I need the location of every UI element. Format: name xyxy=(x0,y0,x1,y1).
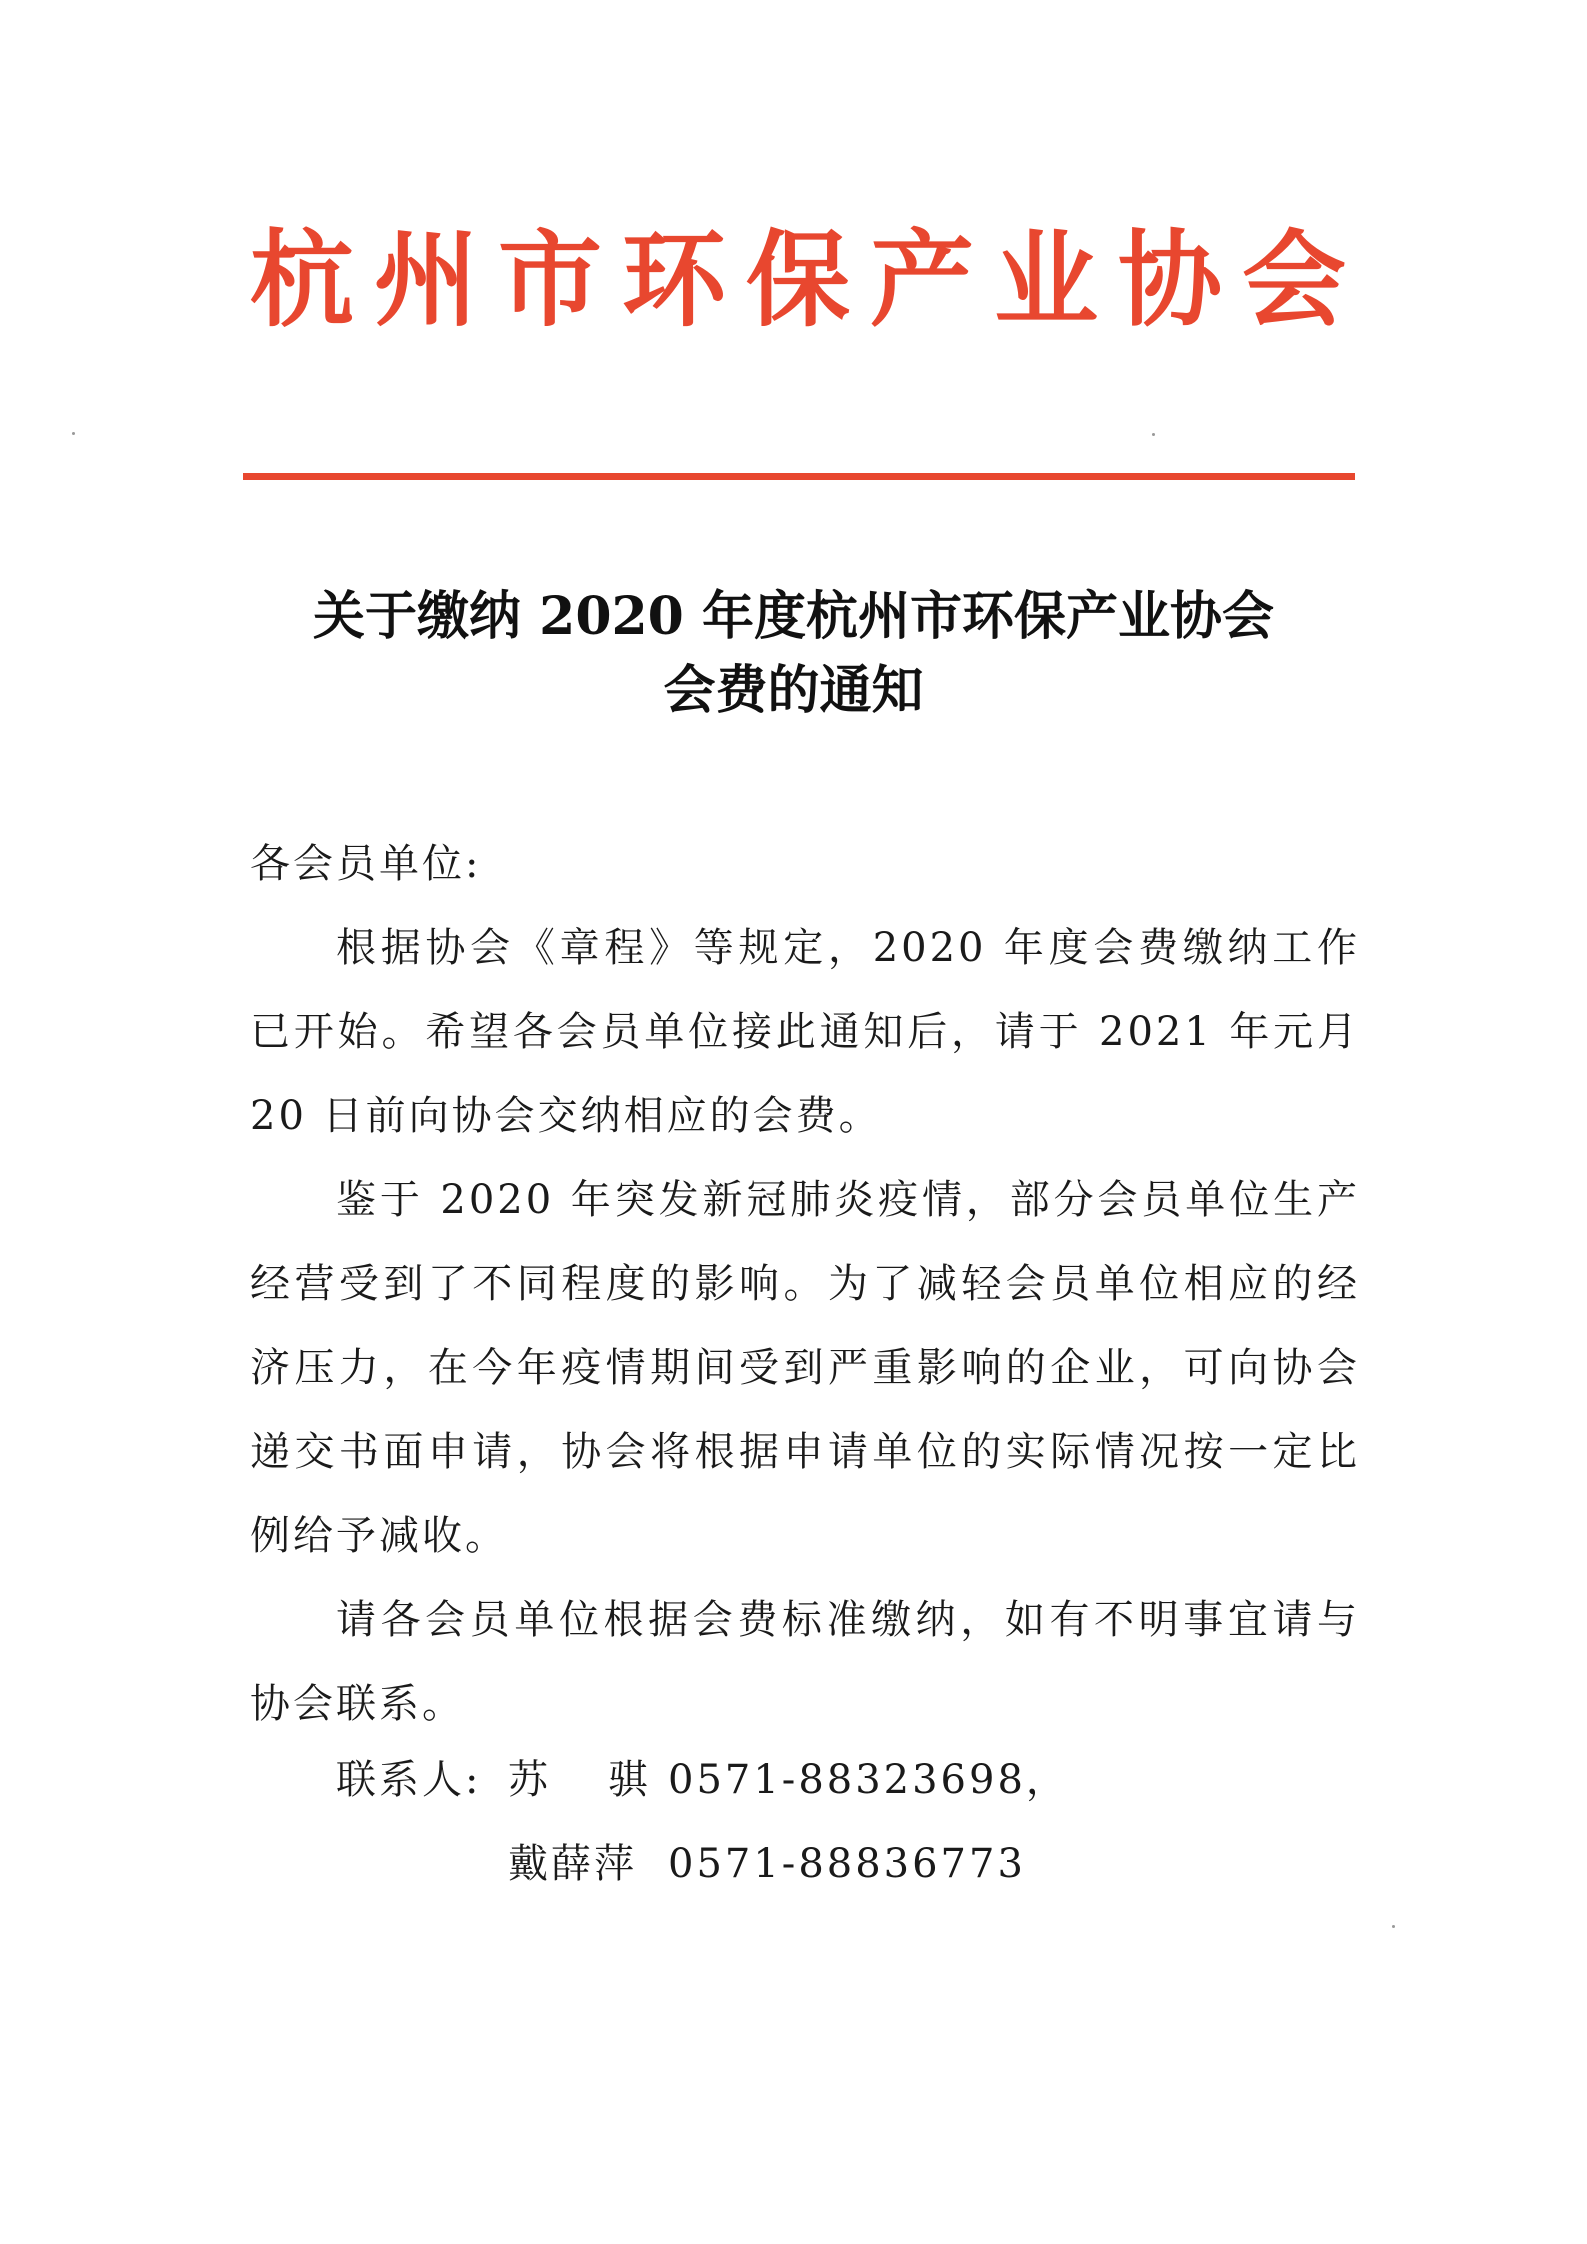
contact-row xyxy=(336,1822,1069,1906)
contact-name: 戴薛萍 xyxy=(508,1841,637,1887)
document-title-line-1: 关于缴纳 2020 年度杭州市环保产业协会 xyxy=(313,586,1274,647)
letterhead-organization-name: 杭州市环保产业协会 xyxy=(250,218,1367,341)
document-body xyxy=(250,822,1360,1746)
scan-speck xyxy=(72,432,75,435)
body-paragraph: 鉴于 2020 年突发新冠肺炎疫情，部分会员单位生产经营受到了不同程度的影响。为了减轻会员单位相应的经济压力，在今年疫情期间受到严重影响的企业，可向协会递交书面申请，协会将根据申请单位的实际情况按一定比例给予减收。 xyxy=(250,1177,1360,1559)
body-paragraph: 请各会员单位根据会费标准缴纳，如有不明事宜请与协会联系。 xyxy=(250,1597,1360,1727)
contact-label: 联系人: xyxy=(336,1757,482,1803)
salutation: 各会员单位: xyxy=(250,841,482,887)
contact-block xyxy=(336,1738,1069,1906)
document-title xyxy=(200,580,1387,728)
contact-name: 苏骐 xyxy=(508,1757,708,1803)
contact-row xyxy=(336,1738,1069,1822)
letterhead-red-rule xyxy=(243,473,1355,480)
contact-phone: 0571-88323698， xyxy=(668,1757,1069,1803)
body-paragraph: 根据协会《章程》等规定，2020 年度会费缴纳工作已开始。希望各会员单位接此通知后，请于 2021 年元月 20 日前向协会交纳相应的会费。 xyxy=(250,925,1360,1139)
contact-phone: 0571-88836773 xyxy=(668,1841,1026,1887)
document-title-line-2: 会费的通知 xyxy=(663,660,924,721)
scan-speck xyxy=(1152,433,1155,436)
scan-speck xyxy=(1392,1925,1395,1928)
